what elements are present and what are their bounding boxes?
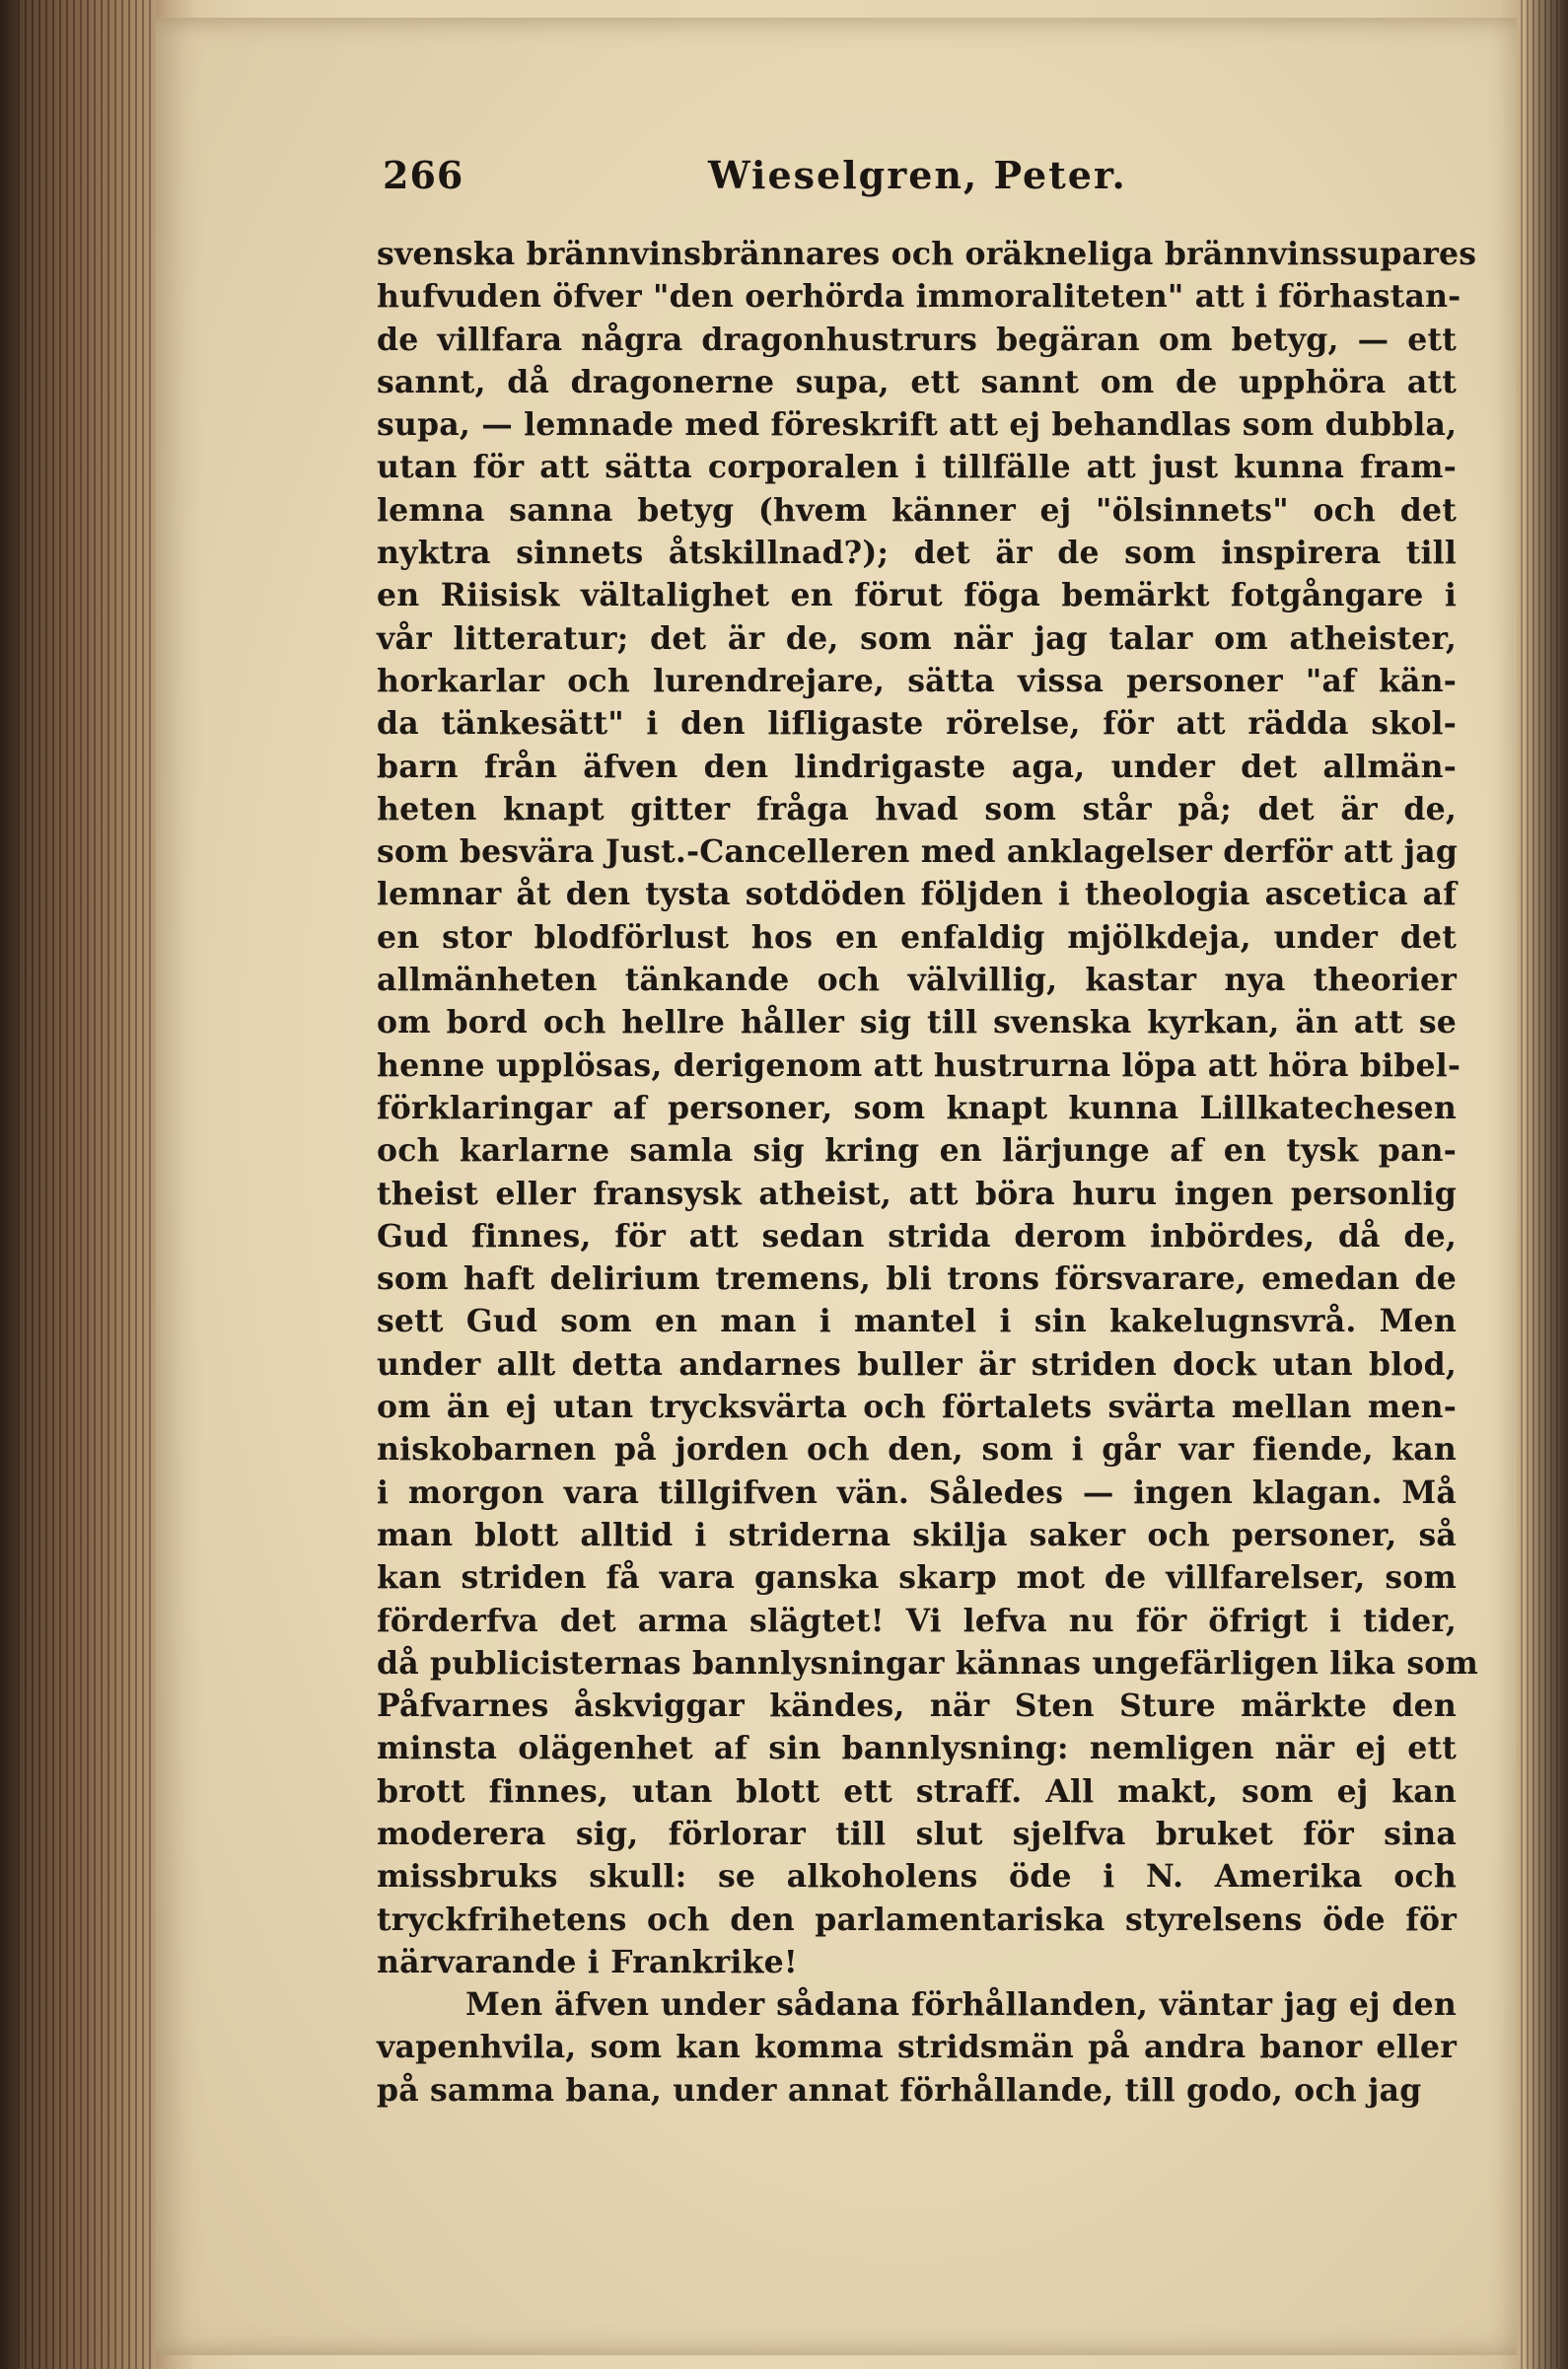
text-line: hufvuden öfver "den oerhörda immoraliteten" att i förhastan- [377, 278, 1461, 316]
text-line: missbruks skull: se alkoholens öde i N. Amerika och [377, 1858, 1457, 1896]
text-line: Gud finnes, för att sedan strida derom inbördes, då de, [377, 1217, 1457, 1255]
text-line: sannt, då dragonerne supa, ett sannt om de upphöra att [377, 363, 1457, 400]
text-line: under allt detta andarnes buller är striden dock utan blod, [377, 1345, 1457, 1383]
page-header [383, 153, 1172, 212]
text-line: lemnar åt den tysta sotdöden följden i theologia ascetica af [377, 876, 1457, 913]
text-line: nyktra sinnets åtskillnad?); det är de som inspirera till [377, 535, 1457, 572]
book-edge-left [18, 0, 156, 2369]
running-head: Wieselgren, Peter. [708, 153, 1127, 197]
text-line: allmänheten tänkande och välvillig, kastar nya theorier [377, 962, 1457, 999]
text-line: svenska brännvinsbrännares och oräkneliga brännvinssupares [377, 236, 1477, 272]
text-line: utan för att sätta corporalen i tillfälle att just kunna fram- [377, 449, 1457, 486]
body-text [377, 233, 1479, 2112]
text-line: brott finnes, utan blott ett straff. All makt, som ej kan [377, 1772, 1457, 1810]
text-line: om bord och hellre håller sig till svenska kyrkan, än att se [377, 1004, 1457, 1041]
text-line: heten knapt gitter fråga hvad som står på; det är de, [377, 790, 1457, 827]
text-line: moderera sig, förlorar till slut sjelfva bruket för sina [377, 1815, 1457, 1852]
text-line: om än ej utan trycksvärta och förtalets svärta mellan men- [377, 1389, 1457, 1426]
text-line: då publicisternas bannlysningar kännas ungefärligen lika som [377, 1644, 1479, 1682]
text-line: kan striden få vara ganska skarp mot de villfarelser, som [377, 1559, 1457, 1597]
text-line: på samma bana, under annat förhållande, till godo, och jag [377, 2071, 1422, 2109]
text-line: lemna sanna betyg (hvem känner ej "ölsinnets" och det [377, 491, 1457, 529]
text-line: minsta olägenhet af sin bannlysning: nemligen när ej ett [377, 1730, 1457, 1767]
text-line: de villfara några dragonhustrurs begäran om betyg, — ett [377, 321, 1457, 358]
page-number: 266 [383, 153, 464, 197]
text-line: förklaringar af personer, som knapt kunna Lillkatechesen [377, 1089, 1457, 1126]
text-line: horkarlar och lurendrejare, sätta vissa personer "af kän- [377, 662, 1457, 699]
text-line: Påfvarnes åskviggar kändes, när Sten Sture märkte den [377, 1687, 1457, 1725]
text-line: barn från äfven den lindrigaste aga, under det allmän- [377, 748, 1457, 785]
text-line: vår litteratur; det är de, som när jag talar om atheister, [377, 619, 1457, 657]
text-line: en stor blodförlust hos en enfaldig mjölkdeja, under det [377, 918, 1457, 956]
text-line: sett Gud som en man i mantel i sin kakelugnsvrå. Men [377, 1303, 1457, 1340]
text-line: supa, — lemnade med föreskrift att ej behandlas som dubbla, [377, 406, 1458, 444]
text-line: som besvära Just.-Cancelleren med anklagelser derför att jag [377, 833, 1459, 871]
text-line: i morgon vara tillgifven vän. Således — ingen klagan. Må [377, 1473, 1457, 1511]
text-line: man blott alltid i striderna skilja saker och personer, så [377, 1516, 1457, 1553]
text-line: da tänkesätt" i den lifligaste rörelse, för att rädda skol- [377, 705, 1457, 743]
text-line: och karlarne samla sig kring en lärjunge af en tysk pan- [377, 1132, 1457, 1170]
text-line: som haft delirium tremens, bli trons försvarare, emedan de [377, 1260, 1457, 1298]
text-line: förderfva det arma slägtet! Vi lefva nu för öfrigt i tider, [377, 1602, 1457, 1639]
text-line: närvarande i Frankrike! [377, 1943, 798, 1980]
text-line: vapenhvila, som kan komma stridsmän på andra banor eller [377, 2029, 1457, 2066]
book-edge-right [1521, 0, 1560, 2369]
text-line: tryckfrihetens och den parlamentariska styrelsens öde för [377, 1901, 1457, 1938]
text-line: en Riisisk vältalighet en förut föga bemärkt fotgångare i [377, 577, 1457, 614]
text-line: Men äfven under sådana förhållanden, väntar jag ej den [465, 1986, 1457, 2024]
text-line: henne upplösas, derigenom att hustrurna löpa att höra bibel- [377, 1046, 1461, 1084]
text-line: niskobarnen på jorden och den, som i går var fiende, kan [377, 1431, 1457, 1469]
text-line: theist eller fransysk atheist, att böra huru ingen personlig [377, 1175, 1457, 1212]
